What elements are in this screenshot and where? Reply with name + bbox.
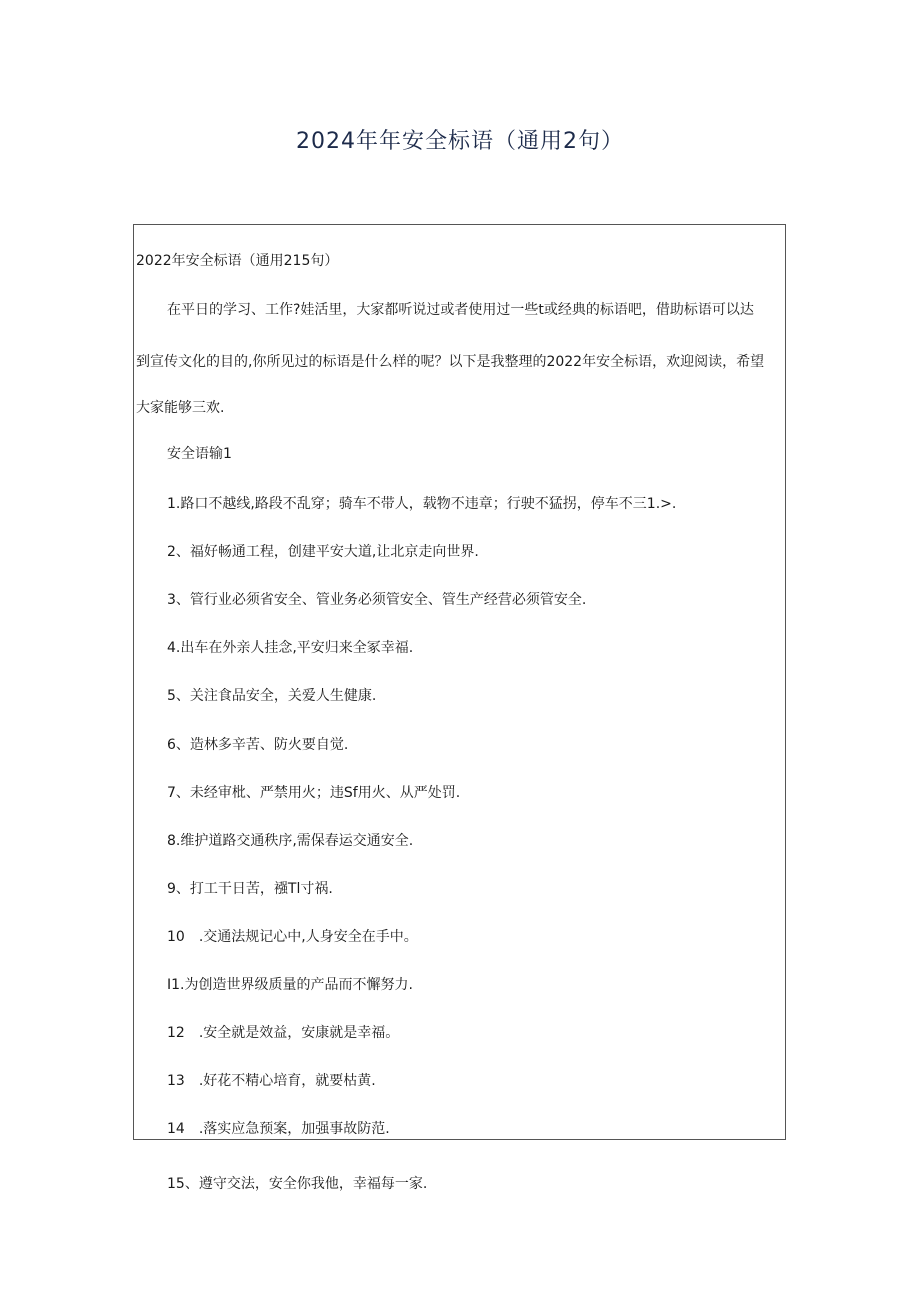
document-heading: 2022年安全标语（通用215句） xyxy=(136,253,339,269)
list-item: 9、打工干日苦，襁Tl寸祸. xyxy=(167,881,333,897)
list-item: 8.维护道路交通秩序,需保春运交通安全. xyxy=(167,833,414,849)
list-item: 2、福好畅通工程，创建平安大道,让北京走向世界. xyxy=(167,544,479,560)
page-title: 2024年年安全标语（通用2句） xyxy=(296,129,624,154)
list-item: 7、未经审枇、严禁用火；违Sf用火、从严处罚. xyxy=(167,785,461,801)
list-item: 15、遵守交法，安全你我他，幸福每一家. xyxy=(167,1176,428,1192)
list-item: 1.路口不越线,路段不乱穿；骑车不带人，载物不违章；行驶不猛拐，停车不三1.>. xyxy=(167,496,677,512)
list-item: 14 .落实应急预案，加强事故防范. xyxy=(167,1121,390,1137)
list-item: 5、关注食品安全，关爱人生健康. xyxy=(167,688,377,704)
list-item: 6、造林多辛苦、防火要自觉. xyxy=(167,737,349,753)
list-item: 3、管行业必须省安全、管业务必须管安全、管生产经营必须管安全. xyxy=(167,592,587,608)
section-title: 安全语输1 xyxy=(167,446,232,462)
intro-line-1: 在平日的学习、工作?娃活里，大家都听说过或者使用过一些t或经典的标语吧，借助标语可以达 xyxy=(167,302,754,318)
list-item: 12 .安全就是效益，安康就是幸福。 xyxy=(167,1025,400,1041)
list-item: 10 .交通法规记心中,人身安全在手中。 xyxy=(167,929,418,945)
list-item: 13 .好花不精心培育，就要枯黄. xyxy=(167,1073,376,1089)
intro-line-2: 到宣传文化的目的,你所见过的标语是什么样的呢？以下是我整理的2022年安全标语，欢迎阅读，希望 xyxy=(136,354,765,370)
list-item: I1.为创造世界级质量的产品而不懈努力. xyxy=(167,977,413,993)
intro-line-3: 大家能够三欢. xyxy=(136,400,225,416)
list-item: 4.出车在外亲人挂念,平安归来全冢幸福. xyxy=(167,640,414,656)
